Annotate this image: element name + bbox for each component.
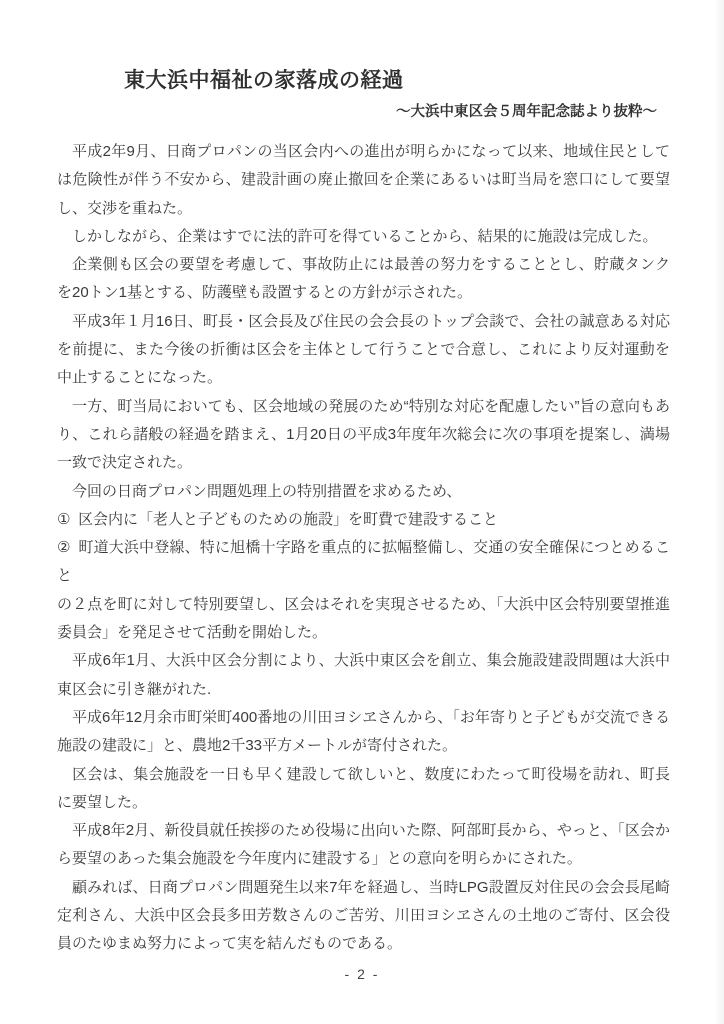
scan-edge-shadow: [714, 0, 724, 1024]
paragraph: 平成2年9月、日商プロパンの当区会内への進出が明らかになって以来、地域住民としては危険性が伴う不安から、建設計画の廃止撤回を企業にあるいは町当局を窓口にして要望し、交渉を重ねた。: [57, 143, 670, 217]
page-title: 東大浜中福祉の家落成の経過: [124, 69, 404, 92]
paragraph: 区会は、集会施設を一日も早く建設して欲しいと、数度にわたって町役場を訪れ、町長に要望した。: [57, 765, 670, 811]
document-body: [57, 138, 670, 959]
paragraph: しかしながら、企業はすでに法的許可を得ていることから、結果的に施設は完成した。: [72, 227, 658, 245]
page-number: - 2 -: [344, 966, 380, 982]
paragraph: ② 町道大浜中登線、特に旭橋十字路を重点的に拡幅整備し、交通の安全確保につとめること: [57, 539, 670, 585]
paragraph: 平成3年１月16日、町長・区会長及び住民の会会長のトップ会談で、会社の誠意ある対応を前提に、また今後の折衝は区会を主体として行うことで合意し、これにより反対運動を中止することになった。: [57, 312, 670, 387]
paragraph: 平成6年12月余市町栄町400番地の川田ヨシヱさんから、「お年寄りと子どもが交流できる施設の建設に」と、農地2千33平方メートルが寄付された。: [57, 708, 670, 755]
paragraph: 一方、町当局においても、区会地域の発展のため“特別な対応を配慮したい”旨の意向もあり、これら諸般の経過を踏まえ、1月20日の平成3年度年次総会に次の事項を提案し、満場一致で決定された。: [57, 397, 670, 472]
page-subtitle: ～大浜中東区会５周年記念誌より抜粋～: [396, 104, 657, 120]
paragraph: 平成8年2月、新役員就任挨拶のため役場に出向いた際、阿部町長から、やっと、「区会から要望のあった集会施設を今年度内に建設する」との意向を明らかにされた。: [57, 822, 670, 868]
paragraph: 企業側も区会の要望を考慮して、事故防止には最善の努力をすることとし、貯蔵タンクを20トン1基とする、防護壁も設置するとの方針が示された。: [57, 256, 670, 302]
paragraph: 平成6年1月、大浜中区会分割により、大浜中東区会を創立、集会施設建設問題は大浜中東区会に引き継がれた.: [57, 652, 670, 698]
paragraph: 今回の日商プロパン問題処理上の特別措置を求めるため、: [72, 482, 462, 500]
paragraph: ① 区会内に「老人と子どものための施設」を町費で建設すること: [57, 510, 498, 528]
paragraph: の２点を町に対して特別要望し、区会はそれを実現させるため、「大浜中区会特別要望推進委員会」を発足させて活動を開始した。: [57, 595, 670, 642]
paragraph: 顧みれば、日商プロパン問題発生以来7年を経過し、当時LPG設置反対住民の会会長尾崎定利さん、大浜中区会長多田芳数さんのご苦労、川田ヨシヱさんの土地のご寄付、区会役員のたゆまぬ努力によって実を結んだものである。: [57, 878, 670, 953]
